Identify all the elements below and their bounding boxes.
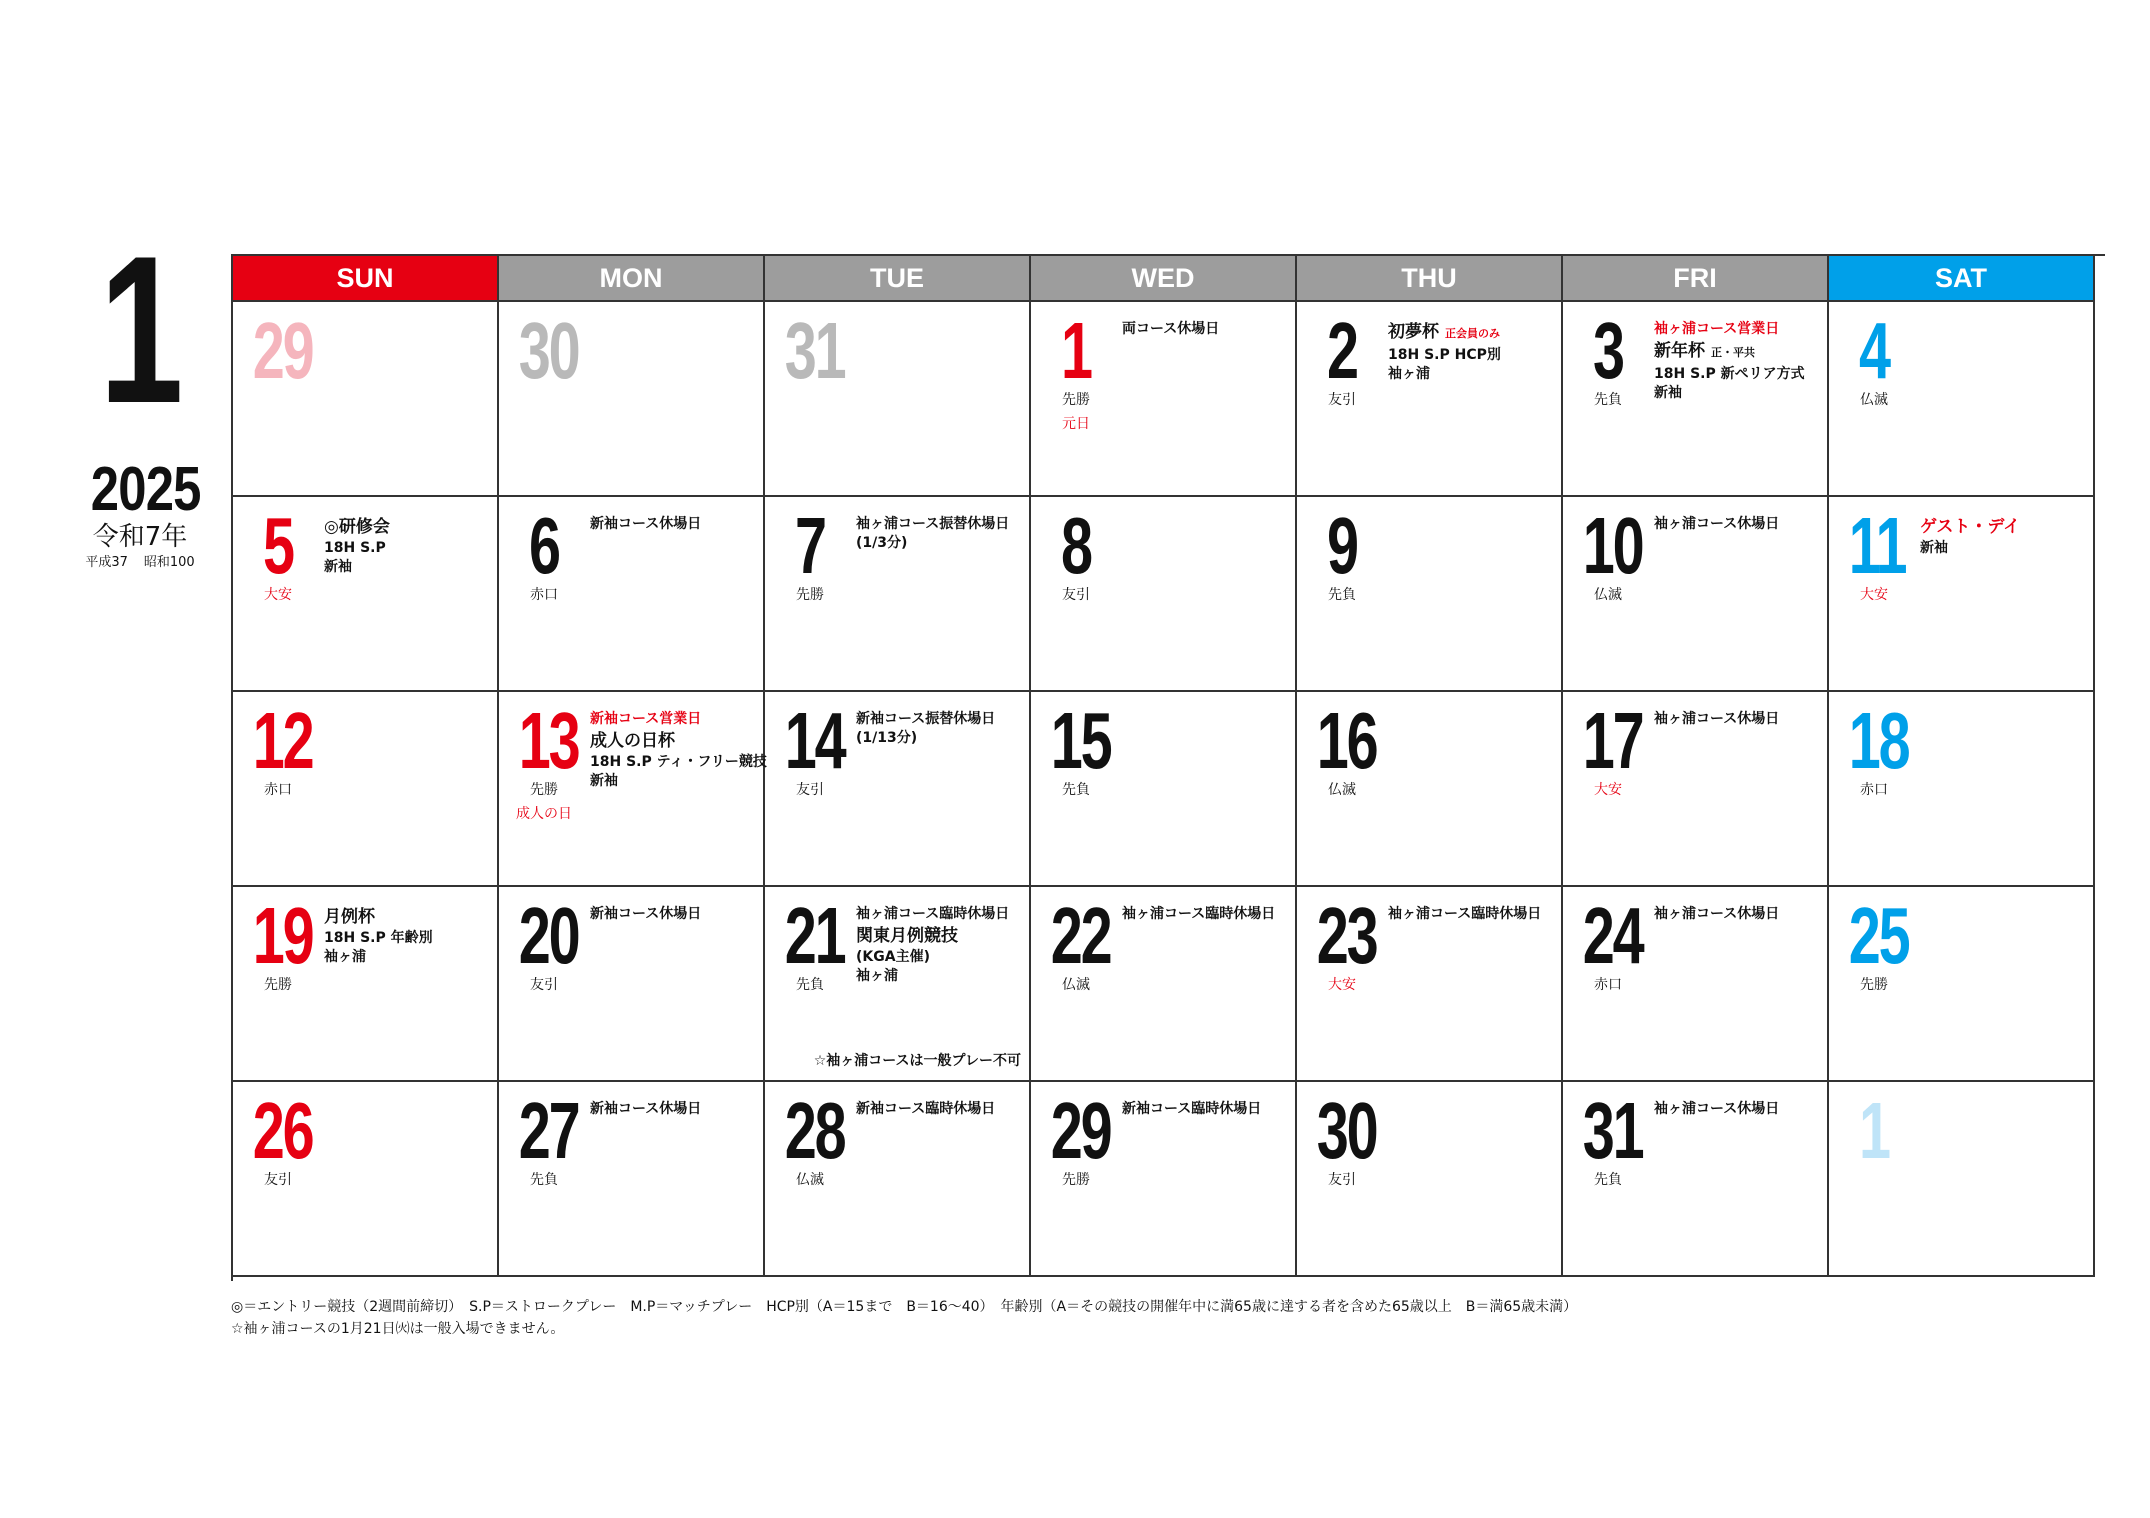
- week-row: [233, 692, 2105, 887]
- showa-label: 昭和100: [143, 555, 195, 570]
- event-line: [856, 515, 1025, 534]
- event-list: [1920, 515, 2089, 558]
- day-number: 30: [518, 306, 579, 395]
- event-line: [856, 710, 1025, 729]
- footnote-line: ◎＝エントリー競技（2週間前締切） S.P＝ストロークプレー M.P＝マッチプレー HCP別（A＝15まで B＝16〜40） 年齢別（A＝その競技の開催年中に満65歳に達する者を含めた65歳以上 B＝満65歳未満）: [231, 1299, 1578, 1315]
- calendar-grid: [231, 254, 2105, 1281]
- event-text: 月例杯: [324, 907, 375, 927]
- event-line: [1920, 515, 2089, 539]
- event-text: 袖ヶ浦コース休場日: [1654, 711, 1780, 727]
- event-text: 袖ヶ浦コース営業日: [1654, 321, 1780, 337]
- event-line: [590, 515, 759, 534]
- day-cell[interactable]: [1031, 887, 1297, 1082]
- event-list: [1122, 905, 1291, 924]
- event-text: 18H S.P: [324, 540, 386, 556]
- day-number: 10: [1582, 501, 1643, 590]
- week-row: [233, 887, 2105, 1082]
- event-text: 18H S.P ティ・フリー競技: [590, 754, 767, 770]
- event-list: [324, 515, 493, 577]
- weekday-header-sat: SAT: [1829, 256, 2095, 302]
- day-number: 20: [518, 891, 579, 980]
- event-list: [856, 905, 1025, 986]
- day-cell[interactable]: [765, 302, 1031, 497]
- day-cell[interactable]: [233, 1082, 499, 1277]
- event-line: [1388, 905, 1557, 924]
- event-line: [856, 905, 1025, 924]
- event-list: [1654, 1100, 1823, 1119]
- footnotes: [231, 1296, 1577, 1340]
- day-cell[interactable]: [1829, 497, 2095, 692]
- event-text: 新袖: [1920, 540, 1948, 556]
- event-text: 18H S.P 年齢別: [324, 930, 433, 946]
- footnote-line: ☆袖ヶ浦コースの1月21日㈫は一般入場できません。: [231, 1321, 565, 1337]
- event-line: [856, 729, 1025, 748]
- event-line: [1122, 905, 1291, 924]
- day-cell[interactable]: [499, 887, 765, 1082]
- day-cell[interactable]: [1563, 692, 1829, 887]
- day-cell[interactable]: [233, 887, 499, 1082]
- event-text: 新年杯: [1654, 341, 1705, 361]
- day-number: 22: [1050, 891, 1111, 980]
- event-list: [1654, 515, 1823, 534]
- event-line: [324, 929, 493, 948]
- event-text: 新袖コース休場日: [590, 1101, 702, 1117]
- event-text: 新袖コース休場日: [590, 906, 702, 922]
- rokuyo-label: 先負: [1328, 587, 1356, 603]
- month-heading: [80, 212, 201, 572]
- event-line: [324, 905, 493, 929]
- rokuyo-label: 仏滅: [1328, 782, 1356, 798]
- rokuyo-label: 先負: [1062, 782, 1090, 798]
- event-list: [856, 1100, 1025, 1119]
- rokuyo-label: 大安: [264, 587, 292, 603]
- day-cell[interactable]: [1297, 497, 1563, 692]
- day-cell[interactable]: [1031, 1082, 1297, 1277]
- day-number: 28: [784, 1086, 845, 1175]
- event-list: [856, 710, 1025, 748]
- day-number: 1: [1859, 1086, 1889, 1175]
- event-line: [1654, 1100, 1823, 1119]
- day-number: 14: [784, 696, 845, 785]
- day-cell[interactable]: [499, 302, 765, 497]
- event-line: [1388, 320, 1557, 346]
- event-list: [1388, 905, 1557, 924]
- day-cell[interactable]: [1563, 302, 1829, 497]
- rokuyo-label: 仏滅: [1062, 977, 1090, 993]
- rokuyo-label: 先負: [530, 1172, 558, 1188]
- day-number: 29: [1050, 1086, 1111, 1175]
- event-line: [856, 1100, 1025, 1119]
- weekday-header-thu: THU: [1297, 256, 1563, 302]
- event-line: [856, 924, 1025, 948]
- event-list: [590, 1100, 759, 1119]
- day-cell[interactable]: [1031, 302, 1297, 497]
- event-text: 袖ヶ浦コース臨時休場日: [1122, 906, 1276, 922]
- day-cell[interactable]: [1297, 1082, 1563, 1277]
- event-line: [324, 948, 493, 967]
- day-number: 12: [252, 696, 313, 785]
- day-number: 23: [1316, 891, 1377, 980]
- event-list: [856, 515, 1025, 553]
- event-text: ゲスト・デイ: [1920, 517, 2021, 537]
- day-number: 4: [1859, 306, 1889, 395]
- day-number: 16: [1316, 696, 1377, 785]
- event-line: [590, 753, 767, 772]
- day-cell[interactable]: [499, 692, 765, 887]
- day-number: 27: [518, 1086, 579, 1175]
- rokuyo-label: 仏滅: [796, 1172, 824, 1188]
- day-number: 7: [795, 501, 825, 590]
- event-text: 新袖コース休場日: [590, 516, 702, 532]
- day-number: 19: [252, 891, 313, 980]
- day-number: 13: [518, 696, 579, 785]
- day-number: 17: [1582, 696, 1643, 785]
- day-number: 3: [1593, 306, 1623, 395]
- event-text: 袖ヶ浦コース休場日: [1654, 1101, 1780, 1117]
- day-number: 6: [529, 501, 559, 590]
- rokuyo-label: 仏滅: [1860, 392, 1888, 408]
- event-text: (KGA主催): [856, 949, 930, 965]
- day-cell[interactable]: [765, 887, 1031, 1082]
- rokuyo-label: 友引: [1328, 1172, 1356, 1188]
- event-line: [856, 534, 1025, 553]
- event-line: [1122, 320, 1291, 339]
- event-text: (1/13分): [856, 730, 918, 746]
- day-cell[interactable]: [1031, 497, 1297, 692]
- day-cell[interactable]: [765, 692, 1031, 887]
- event-text: 新袖: [590, 773, 618, 789]
- event-list: [590, 905, 759, 924]
- cell-note: ☆袖ヶ浦コースは一般プレー不可: [813, 1053, 1021, 1069]
- event-line: [1654, 384, 1823, 403]
- event-line: [1654, 905, 1823, 924]
- rokuyo-label: 先勝: [264, 977, 292, 993]
- era-label: 令和7年: [92, 522, 188, 552]
- day-cell[interactable]: [499, 497, 765, 692]
- event-list: [1122, 1100, 1291, 1119]
- rokuyo-label: 友引: [1062, 587, 1090, 603]
- rokuyo-label: 赤口: [530, 587, 558, 603]
- event-line: [1388, 365, 1557, 384]
- day-number: 11: [1848, 501, 1906, 590]
- event-text: 新袖: [1654, 385, 1682, 401]
- day-cell[interactable]: [233, 497, 499, 692]
- event-text: 新袖: [324, 559, 352, 575]
- event-text: (1/3分): [856, 535, 908, 551]
- event-text: 新袖コース営業日: [590, 711, 702, 727]
- event-list: [590, 515, 759, 534]
- event-line: [856, 948, 1025, 967]
- week-row: [233, 302, 2105, 497]
- holiday-label: 成人の日: [516, 806, 572, 822]
- weekday-header-mon: MON: [499, 256, 765, 302]
- event-text: 初夢杯: [1388, 322, 1439, 342]
- day-cell[interactable]: [1829, 692, 2095, 887]
- event-list: [590, 710, 767, 791]
- week-row: [233, 1082, 2105, 1277]
- day-number: 24: [1582, 891, 1643, 980]
- event-line: [590, 1100, 759, 1119]
- event-text: 新袖コース臨時休場日: [1122, 1101, 1262, 1117]
- rokuyo-label: 先勝: [796, 587, 824, 603]
- weekday-header-fri: FRI: [1563, 256, 1829, 302]
- event-text: 関東月例競技: [856, 926, 958, 946]
- event-line: [1920, 539, 2089, 558]
- day-cell[interactable]: [233, 692, 499, 887]
- event-text: 袖ヶ浦: [1388, 366, 1430, 382]
- weekday-header-sun: SUN: [233, 256, 499, 302]
- holiday-label: 元日: [1062, 416, 1090, 432]
- event-line: [324, 558, 493, 577]
- rokuyo-label: 赤口: [264, 782, 292, 798]
- day-number: 31: [1582, 1086, 1643, 1175]
- weekday-header-wed: WED: [1031, 256, 1297, 302]
- rokuyo-label: 先負: [1594, 1172, 1622, 1188]
- day-cell[interactable]: [1297, 692, 1563, 887]
- event-line: [324, 515, 493, 539]
- day-number: 30: [1316, 1086, 1377, 1175]
- event-tag: 正・平共: [1711, 346, 1755, 359]
- day-cell[interactable]: [499, 1082, 765, 1277]
- day-number: 25: [1848, 891, 1909, 980]
- day-cell[interactable]: [1297, 302, 1563, 497]
- event-text: 成人の日杯: [590, 731, 675, 751]
- day-cell[interactable]: [1829, 1082, 2095, 1277]
- event-list: [1122, 320, 1291, 339]
- rokuyo-label: 友引: [796, 782, 824, 798]
- rokuyo-label: 先負: [1594, 392, 1622, 408]
- event-list: [1654, 905, 1823, 924]
- event-text: 新袖コース振替休場日: [856, 711, 996, 727]
- event-text: 袖ヶ浦コース振替休場日: [856, 516, 1010, 532]
- day-cell[interactable]: [1563, 887, 1829, 1082]
- rokuyo-label: 友引: [530, 977, 558, 993]
- event-text: 袖ヶ浦: [856, 968, 898, 984]
- day-number: 9: [1327, 501, 1357, 590]
- rokuyo-label: 大安: [1860, 587, 1888, 603]
- rokuyo-label: 大安: [1328, 977, 1356, 993]
- day-cell[interactable]: [1829, 887, 2095, 1082]
- era-sub-labels: [80, 554, 200, 572]
- day-number: 1: [1061, 306, 1091, 395]
- weekday-header-tue: TUE: [765, 256, 1031, 302]
- event-text: 袖ヶ浦コース臨時休場日: [856, 906, 1010, 922]
- rokuyo-label: 仏滅: [1594, 587, 1622, 603]
- rokuyo-label: 友引: [264, 1172, 292, 1188]
- event-line: [1654, 339, 1823, 365]
- event-text: 新袖コース臨時休場日: [856, 1101, 996, 1117]
- day-number: 8: [1061, 501, 1091, 590]
- event-text: 両コース休場日: [1122, 321, 1220, 337]
- rokuyo-label: 大安: [1594, 782, 1622, 798]
- event-list: [1654, 320, 1823, 403]
- event-line: [1654, 320, 1823, 339]
- day-number: 21: [784, 891, 845, 980]
- event-line: [1654, 365, 1823, 384]
- event-line: [1388, 346, 1557, 365]
- event-text: 袖ヶ浦コース臨時休場日: [1388, 906, 1542, 922]
- event-line: [590, 729, 759, 753]
- event-line: [1654, 710, 1823, 729]
- day-number: 18: [1848, 696, 1909, 785]
- event-text: ◎研修会: [324, 517, 390, 537]
- month-number: 1: [99, 212, 181, 447]
- heisei-label: 平成37: [85, 555, 128, 570]
- rokuyo-label: 赤口: [1594, 977, 1622, 993]
- year-label: 2025: [90, 455, 201, 524]
- day-number: 26: [252, 1086, 313, 1175]
- day-cell[interactable]: [1031, 692, 1297, 887]
- rokuyo-label: 先負: [796, 977, 824, 993]
- event-list: [1388, 320, 1557, 384]
- day-cell[interactable]: [1563, 1082, 1829, 1277]
- day-number: 31: [784, 306, 845, 395]
- event-text: 18H S.P HCP別: [1388, 347, 1501, 363]
- day-cell[interactable]: [1563, 497, 1829, 692]
- day-number: 29: [252, 306, 313, 395]
- event-text: 18H S.P 新ペリア方式: [1654, 366, 1805, 382]
- event-line: [590, 710, 759, 729]
- event-text: 袖ヶ浦コース休場日: [1654, 906, 1780, 922]
- day-number: 2: [1327, 306, 1357, 395]
- day-number: 5: [263, 501, 293, 590]
- event-list: [1654, 710, 1823, 729]
- event-line: [324, 539, 493, 558]
- weekday-header-row: [233, 256, 2105, 302]
- rokuyo-label: 赤口: [1860, 782, 1888, 798]
- event-tag: 正会員のみ: [1445, 327, 1500, 340]
- week-row: [233, 497, 2105, 692]
- event-list: [324, 905, 493, 967]
- day-cell[interactable]: [1829, 302, 2095, 497]
- rokuyo-label: 先勝: [530, 782, 558, 798]
- event-line: [856, 967, 1025, 986]
- event-line: [1122, 1100, 1291, 1119]
- rokuyo-label: 先勝: [1860, 977, 1888, 993]
- rokuyo-label: 先勝: [1062, 392, 1090, 408]
- event-line: [590, 772, 759, 791]
- day-cell[interactable]: [765, 497, 1031, 692]
- day-cell[interactable]: [1297, 887, 1563, 1082]
- event-line: [1654, 515, 1823, 534]
- rokuyo-label: 友引: [1328, 392, 1356, 408]
- rokuyo-label: 先勝: [1062, 1172, 1090, 1188]
- event-line: [590, 905, 759, 924]
- day-cell[interactable]: [233, 302, 499, 497]
- day-number: 15: [1050, 696, 1111, 785]
- event-text: 袖ヶ浦: [324, 949, 366, 965]
- event-text: 袖ヶ浦コース休場日: [1654, 516, 1780, 532]
- day-cell[interactable]: [765, 1082, 1031, 1277]
